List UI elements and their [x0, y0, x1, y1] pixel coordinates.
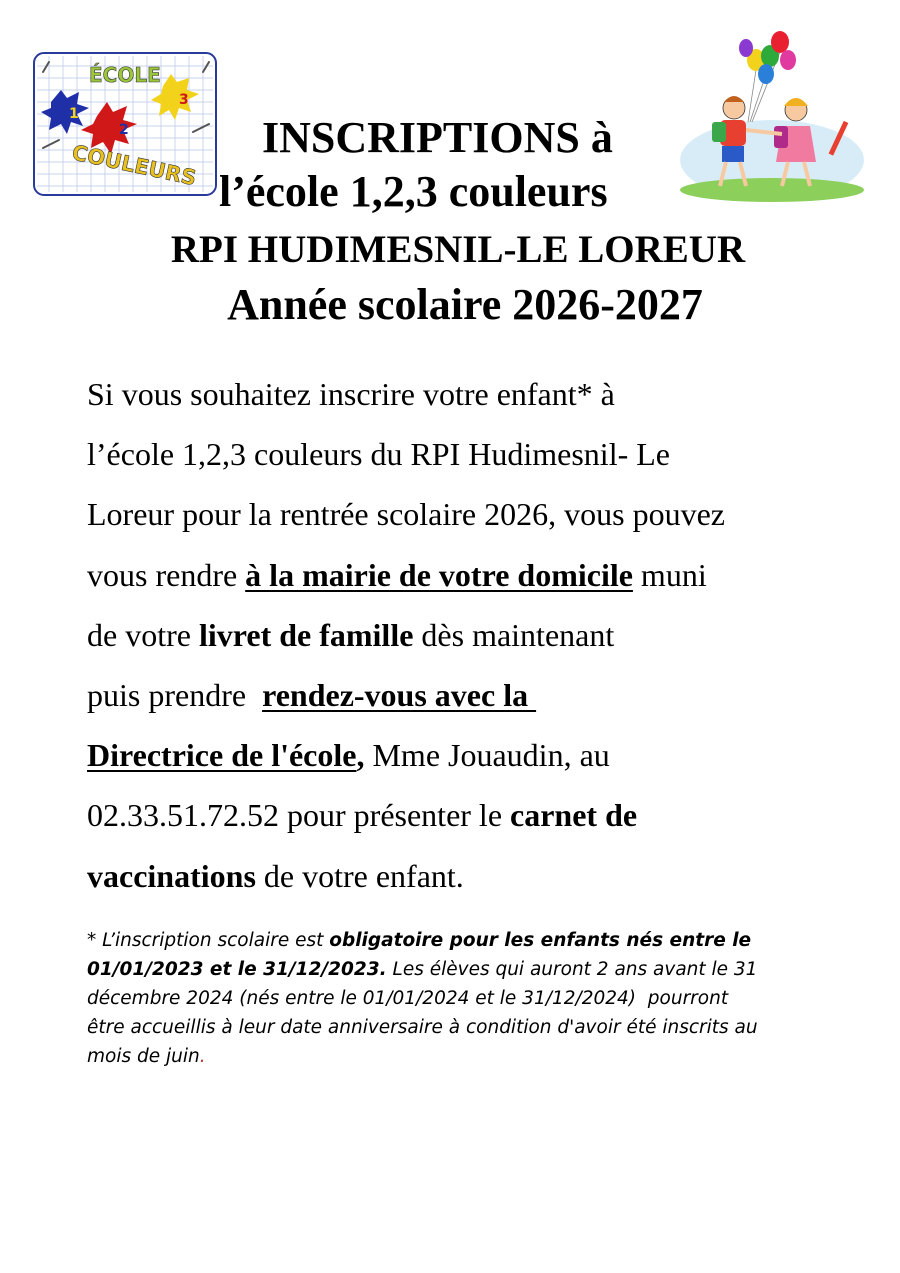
- footnote-line: être accueillis à leur date anniversaire à condition d'avoir été inscrits au: [87, 1017, 758, 1038]
- children-balloons-graphic: [676, 30, 866, 210]
- red-balloon-icon: [771, 31, 789, 53]
- vaccinations-emphasis: vaccinations: [87, 857, 256, 894]
- text-span: vous rendre: [87, 556, 246, 593]
- footnote: [87, 926, 817, 1071]
- blue-balloon-icon: [758, 64, 774, 84]
- paragraph-line: [87, 785, 827, 845]
- pink-balloon-icon: [780, 50, 796, 70]
- logo-top-text: ÉCOLE: [89, 63, 161, 87]
- text-span: Si vous souhaitez inscrire votre enfant* à: [87, 376, 615, 412]
- paragraph-line: [87, 545, 827, 605]
- footnote-line: décembre 2024 (nés entre le 01/01/2024 et le 31/12/2024) pourront: [87, 988, 729, 1009]
- text-span: de votre enfant.: [255, 857, 464, 894]
- paragraph-line: [87, 725, 827, 785]
- school-year: Année scolaire 2026-2027: [227, 280, 703, 329]
- date-range-emphasis: 01/01/2023 et le 31/12/2023.: [87, 959, 387, 980]
- paragraph-line: [87, 605, 827, 665]
- text-span: mois de juin: [87, 1046, 200, 1067]
- text-span: Loreur pour la rentrée scolaire 2026, vous pouvez: [87, 496, 725, 533]
- logo-number-2: 2: [119, 122, 129, 138]
- footnote-line: [87, 955, 817, 984]
- children-balloons-illustration: [676, 30, 866, 210]
- paragraph-line: [87, 484, 827, 544]
- text-span: muni: [632, 556, 707, 593]
- directrice-emphasis: Directrice de l'école: [87, 737, 357, 774]
- text-span: puis prendre: [87, 676, 263, 713]
- red-period: .: [199, 1046, 206, 1067]
- page-title-line2: l’école 1,2,3 couleurs: [219, 167, 608, 216]
- registration-paragraph: [87, 364, 827, 906]
- school-logo: [33, 52, 217, 196]
- mairie-emphasis: à la mairie de votre domicile: [245, 556, 633, 593]
- text-span: Mme Jouaudin, au: [364, 737, 610, 774]
- paragraph-line: [87, 665, 827, 725]
- rendezvous-emphasis: rendez-vous avec la: [262, 676, 537, 713]
- phone-text: 02.33.51.72.52 pour présenter le: [87, 797, 511, 834]
- page-subtitle: RPI HUDIMESNIL-LE LOREUR: [170, 228, 746, 271]
- text-span: ,: [356, 737, 365, 774]
- paragraph-line: [87, 424, 827, 484]
- footnote-line: [87, 926, 817, 955]
- text-span: l’école 1,2,3 couleurs du RPI Hudimesnil- Le: [87, 436, 670, 473]
- page-title-line1: INSCRIPTIONS à: [262, 113, 613, 162]
- text-span: dès maintenant: [413, 616, 615, 653]
- paragraph-line: [87, 364, 827, 424]
- livret-emphasis: livret de famille: [198, 616, 414, 653]
- paragraph-line: [87, 846, 827, 906]
- logo-number-1: 1: [69, 106, 79, 122]
- mandatory-emphasis: obligatoire pour les enfants nés entre le: [329, 930, 752, 951]
- purple-balloon-icon: [739, 39, 753, 57]
- text-span: de votre: [87, 616, 199, 653]
- text-span: Les élèves qui auront 2 ans avant le 31: [386, 959, 758, 980]
- school-logo-graphic: [33, 52, 217, 196]
- carnet-emphasis: carnet de: [510, 797, 638, 834]
- text-span: * L’inscription scolaire est: [87, 930, 330, 951]
- logo-number-3: 3: [179, 92, 189, 108]
- footnote-line: [87, 1042, 817, 1071]
- logo-bottom-text: COULEURS: [69, 140, 199, 191]
